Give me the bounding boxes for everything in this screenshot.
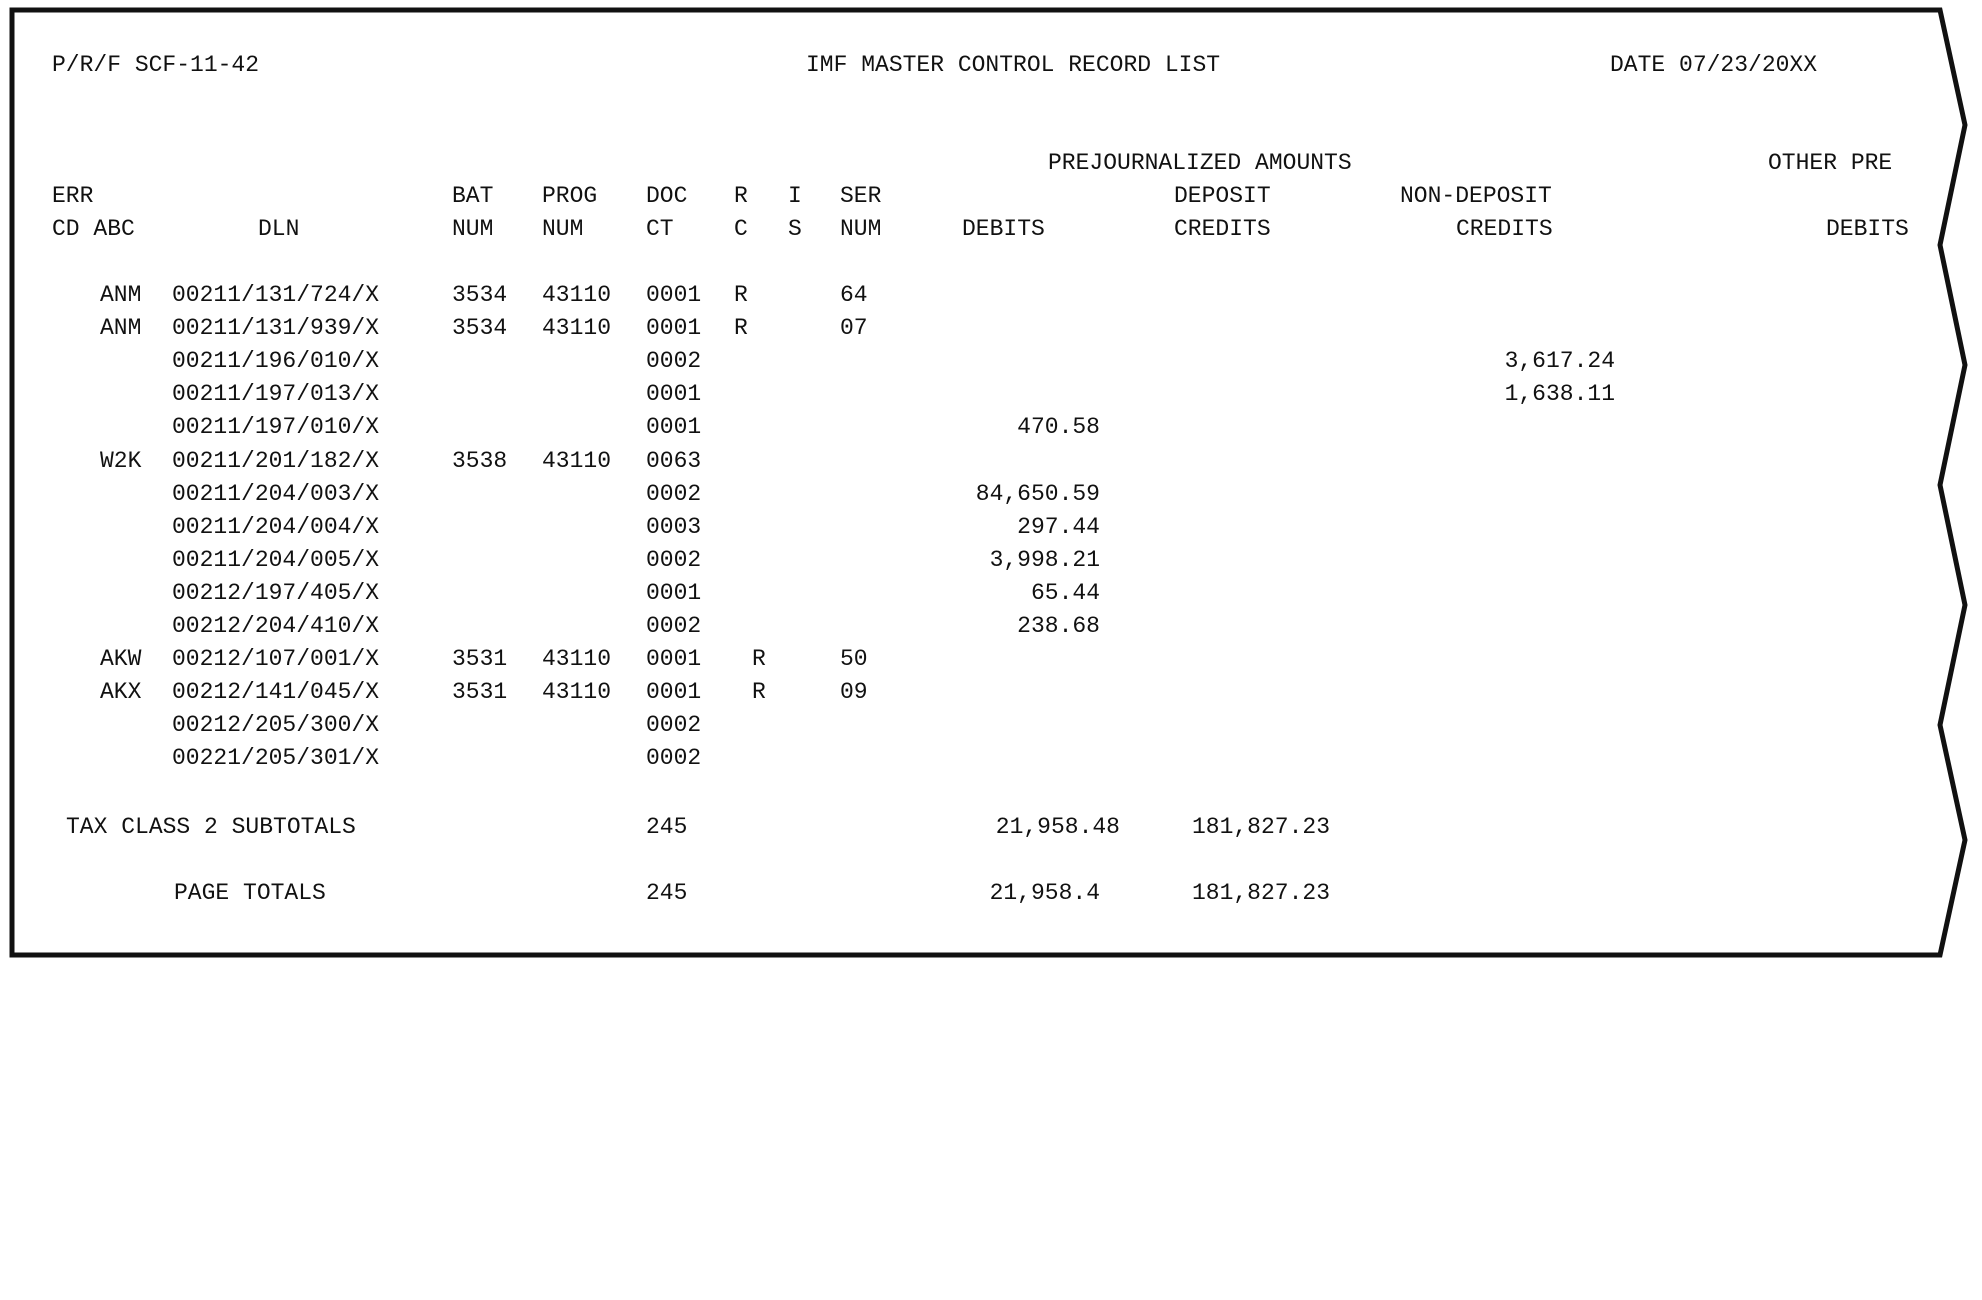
row-dln: 00212/107/001/X: [172, 646, 380, 672]
col-r: R: [734, 183, 748, 209]
row-dln: 00211/131/724/X: [172, 282, 380, 308]
col-i: I: [788, 183, 802, 209]
row-doc-ct: 0002: [646, 547, 702, 573]
row-dln: 00211/197/013/X: [172, 381, 380, 407]
row-prog-num: 43110: [542, 448, 612, 474]
page-totals-doc-count: 245: [646, 880, 688, 906]
col-nondeposit-credits: CREDITS: [1456, 216, 1553, 242]
subtotals-doc-count: 245: [646, 814, 688, 840]
col-doc: DOC: [646, 183, 688, 209]
group-heading-prejournalized: PREJOURNALIZED AMOUNTS: [1048, 150, 1352, 176]
row-bat-num: 3531: [452, 679, 508, 705]
row-dln: 00211/196/010/X: [172, 348, 380, 374]
row-doc-ct: 0002: [646, 481, 702, 507]
row-prog-num: 43110: [542, 315, 612, 341]
row-rc-offset: R: [752, 679, 766, 705]
row-doc-ct: 0002: [646, 745, 702, 771]
row-ser-num: 50: [840, 646, 868, 672]
row-dln: 00221/205/301/X: [172, 745, 380, 771]
subtotals-deposit-credits: 181,827.23: [1191, 814, 1330, 840]
row-dln: 00212/197/405/X: [172, 580, 380, 606]
row-doc-ct: 0001: [646, 580, 702, 606]
col-bat: BAT: [452, 183, 494, 209]
col-nondeposit: NON-DEPOSIT: [1400, 183, 1552, 209]
col-rc: C: [734, 216, 748, 242]
row-err-abc: AKX: [100, 679, 142, 705]
row-doc-ct: 0001: [646, 646, 702, 672]
col-cd-abc: CD ABC: [52, 216, 135, 242]
row-ser-num: 64: [840, 282, 868, 308]
row-debits: 84,650.59: [975, 481, 1100, 507]
row-dln: 00212/205/300/X: [172, 712, 380, 738]
row-bat-num: 3538: [452, 448, 508, 474]
col-prog-num: NUM: [542, 216, 584, 242]
row-prog-num: 43110: [542, 679, 612, 705]
col-err: ERR: [52, 183, 94, 209]
row-err-abc: ANM: [100, 282, 142, 308]
row-nondeposit-credits: 3,617.24: [1504, 348, 1615, 374]
page-totals-label: PAGE TOTALS: [174, 880, 326, 906]
col-debits: DEBITS: [962, 216, 1045, 242]
row-doc-ct: 0001: [646, 679, 702, 705]
row-debits: 3,998.21: [989, 547, 1100, 573]
col-doc-ct: CT: [646, 216, 674, 242]
col-ser: SER: [840, 183, 882, 209]
subtotals-debits: 21,958.48: [995, 814, 1120, 840]
row-doc-ct: 0001: [646, 282, 702, 308]
row-err-abc: ANM: [100, 315, 142, 341]
col-deposit-credits: CREDITS: [1174, 216, 1271, 242]
col-deposit: DEPOSIT: [1174, 183, 1271, 209]
row-dln: 00211/204/004/X: [172, 514, 380, 540]
page-totals-deposit-credits: 181,827.23: [1191, 880, 1330, 906]
row-prog-num: 43110: [542, 282, 612, 308]
row-prog-num: 43110: [542, 646, 612, 672]
row-rc-offset: R: [752, 646, 766, 672]
row-bat-num: 3534: [452, 282, 508, 308]
subtotals-label: TAX CLASS 2 SUBTOTALS: [66, 814, 356, 840]
row-err-abc: W2K: [100, 448, 142, 474]
row-nondeposit-credits: 1,638.11: [1504, 381, 1615, 407]
row-debits: 65.44: [1030, 580, 1100, 606]
col-ser-num: NUM: [840, 216, 882, 242]
col-prog: PROG: [542, 183, 598, 209]
row-debits: 470.58: [1017, 414, 1100, 440]
report-title: IMF MASTER CONTROL RECORD LIST: [806, 52, 1221, 78]
row-rc: R: [734, 315, 748, 341]
row-doc-ct: 0063: [646, 448, 702, 474]
group-heading-other: OTHER PRE: [1768, 150, 1893, 176]
row-debits: 238.68: [1017, 613, 1100, 639]
row-rc: R: [734, 282, 748, 308]
row-doc-ct: 0001: [646, 381, 702, 407]
row-dln: 00211/204/005/X: [172, 547, 380, 573]
col-dln: DLN: [258, 216, 300, 242]
row-dln: 00211/204/003/X: [172, 481, 380, 507]
row-bat-num: 3534: [452, 315, 508, 341]
row-doc-ct: 0003: [646, 514, 702, 540]
row-doc-ct: 0002: [646, 613, 702, 639]
row-doc-ct: 0002: [646, 348, 702, 374]
col-bat-num: NUM: [452, 216, 494, 242]
row-doc-ct: 0001: [646, 414, 702, 440]
row-dln: 00212/141/045/X: [172, 679, 380, 705]
row-doc-ct: 0002: [646, 712, 702, 738]
col-other-debits: DEBITS: [1826, 216, 1909, 242]
row-ser-num: 09: [840, 679, 868, 705]
page-totals-debits: 21,958.4: [989, 880, 1100, 906]
report-date: DATE 07/23/20XX: [1610, 52, 1818, 78]
row-dln: 00212/204/410/X: [172, 613, 380, 639]
row-ser-num: 07: [840, 315, 868, 341]
row-bat-num: 3531: [452, 646, 508, 672]
row-err-abc: AKW: [100, 646, 142, 672]
row-debits: 297.44: [1017, 514, 1100, 540]
row-dln: 00211/201/182/X: [172, 448, 380, 474]
row-dln: 00211/197/010/X: [172, 414, 380, 440]
row-dln: 00211/131/939/X: [172, 315, 380, 341]
form-id: P/R/F SCF-11-42: [52, 52, 260, 78]
col-is: S: [788, 216, 802, 242]
row-doc-ct: 0001: [646, 315, 702, 341]
